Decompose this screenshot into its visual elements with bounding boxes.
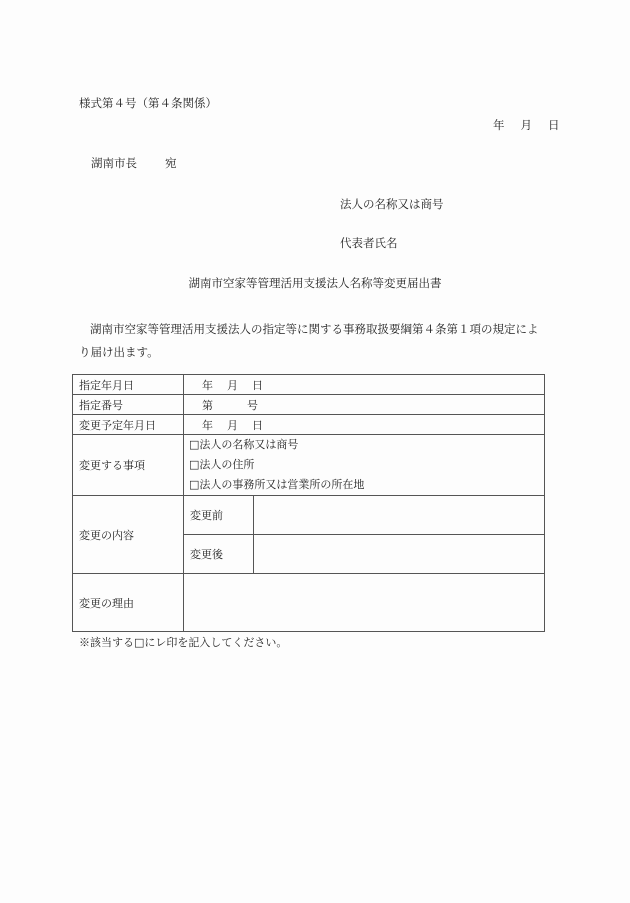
row-designation-date <box>73 375 545 395</box>
change-content-label: 変更の内容 <box>73 496 184 574</box>
addressee <box>91 158 177 170</box>
number-suffix: 号 <box>247 398 258 412</box>
representative-name-label: 代表者氏名 <box>340 236 398 250</box>
row-change-reason <box>73 574 545 632</box>
option-label: 法人の事務所又は営業所の所在地 <box>199 478 365 491</box>
notification-form-table <box>72 374 545 632</box>
number-prefix: 第 <box>202 398 213 412</box>
year-label: 年 <box>202 378 213 392</box>
year-label: 年 <box>202 418 213 432</box>
form-number: 様式第４号（第４条関係） <box>79 96 217 110</box>
designation-number-label: 指定番号 <box>73 395 184 415</box>
month-label: 月 <box>227 418 238 432</box>
designation-date-label: 指定年月日 <box>73 375 184 395</box>
option-label: 法人の住所 <box>199 458 255 471</box>
row-change-items <box>73 435 545 496</box>
month-label: 月 <box>227 378 238 392</box>
planned-change-date-label: 変更予定年月日 <box>73 415 184 435</box>
designation-date-field[interactable] <box>184 375 545 395</box>
document-title: 湖南市空家等管理活用支援法人名称等変更届出書 <box>188 276 442 290</box>
checkbox-icon[interactable]: □ <box>189 478 200 491</box>
before-label: 変更前 <box>184 496 254 535</box>
row-planned-change-date <box>73 415 545 435</box>
body-text: 湖南市空家等管理活用支援法人の指定等に関する事務取扱要綱第４条第１項の規定により届け出ます。 <box>79 322 539 359</box>
month-label: 月 <box>520 118 532 132</box>
after-label: 変更後 <box>184 535 254 574</box>
row-change-before <box>73 496 545 535</box>
option-label: 法人の名称又は商号 <box>199 438 299 451</box>
change-reason-field[interactable] <box>184 574 545 632</box>
option-corp-name[interactable] <box>189 435 544 455</box>
option-office-location[interactable] <box>189 475 544 495</box>
option-corp-address[interactable] <box>189 455 544 475</box>
checkbox-icon[interactable]: □ <box>189 458 200 471</box>
footnote: ※該当する□にレ印を記入してください。 <box>79 636 288 649</box>
checkbox-icon[interactable]: □ <box>189 438 200 451</box>
after-value-field[interactable] <box>254 535 545 574</box>
corp-name-label: 法人の名称又は商号 <box>340 197 444 211</box>
day-label: 日 <box>252 378 263 392</box>
day-label: 日 <box>252 418 263 432</box>
addressee-suffix: 宛 <box>165 156 177 170</box>
submission-date <box>493 120 560 132</box>
addressee-name: 湖南市長 <box>91 156 137 170</box>
row-designation-number <box>73 395 545 415</box>
day-label: 日 <box>548 118 560 132</box>
change-items-label: 変更する事項 <box>73 435 184 496</box>
change-reason-label: 変更の理由 <box>73 574 184 632</box>
year-label: 年 <box>493 118 505 132</box>
change-items-options <box>184 435 545 496</box>
designation-number-field[interactable] <box>184 395 545 415</box>
before-value-field[interactable] <box>254 496 545 535</box>
planned-change-date-field[interactable] <box>184 415 545 435</box>
